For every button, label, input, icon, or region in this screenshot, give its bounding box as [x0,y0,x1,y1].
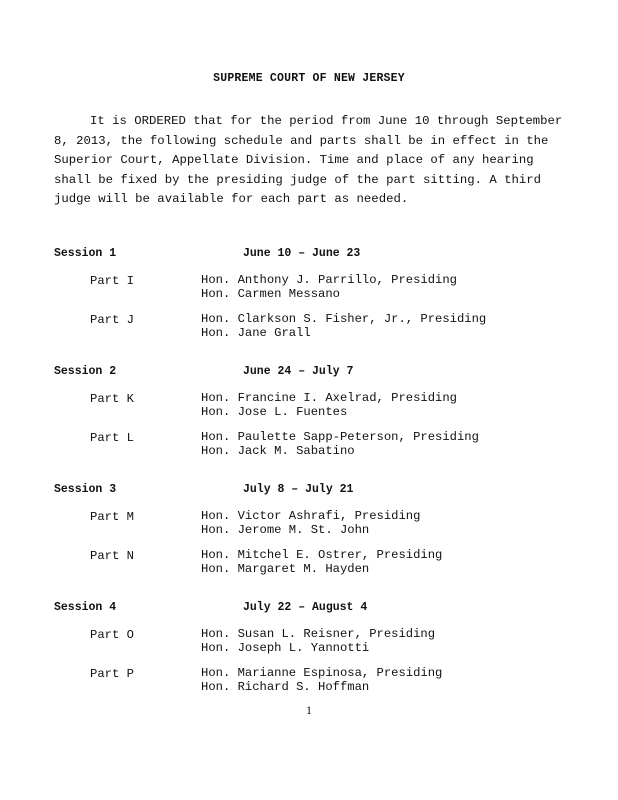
judge-list [201,313,486,340]
judge-list [201,667,442,694]
presiding-judge: Hon. Marianne Espinosa, Presiding [201,666,443,680]
session-schedule [0,247,618,719]
page-title: SUPREME COURT OF NEW JERSEY [213,72,405,85]
judge-list [201,510,420,537]
judge: Hon. Jose L. Fuentes [201,404,348,419]
session-block [0,365,618,483]
page-number: 1 [306,703,312,717]
presiding-judge: Hon. Anthony J. Parrillo, Presiding [201,273,457,287]
judge: Hon. Carmen Messano [201,286,340,301]
judge: Hon. Jerome M. St. John [201,522,370,537]
judge: Hon. Jane Grall [201,325,311,340]
session-block [0,483,618,601]
session-dates: July 22 – August 4 [243,601,368,614]
judge-list [201,549,442,576]
judge: Hon. Margaret M. Hayden [201,561,370,576]
judge-list [201,628,435,655]
judge-list [201,274,457,301]
session-label: Session 1 [54,247,117,260]
session-block [0,247,618,365]
judge: Hon. Joseph L. Yannotti [201,640,370,655]
part-label: Part L [90,431,134,445]
session-dates: June 10 – June 23 [243,247,361,260]
presiding-judge: Hon. Victor Ashrafi, Presiding [201,509,421,523]
session-dates: June 24 – July 7 [243,365,354,378]
session-dates: July 8 – July 21 [243,483,354,496]
session-label: Session 4 [54,601,117,614]
session-block [0,601,618,719]
session-label: Session 2 [54,365,117,378]
presiding-judge: Hon. Susan L. Reisner, Presiding [201,627,436,641]
judge: Hon. Jack M. Sabatino [201,443,355,458]
presiding-judge: Hon. Clarkson S. Fisher, Jr., Presiding [201,312,487,326]
part-label: Part P [90,667,134,681]
presiding-judge: Hon. Mitchel E. Ostrer, Presiding [201,548,443,562]
part-label: Part I [90,274,134,288]
presiding-judge: Hon. Francine I. Axelrad, Presiding [201,391,457,405]
judge-list [201,431,479,458]
part-label: Part N [90,549,134,563]
part-label: Part J [90,313,134,327]
judge: Hon. Richard S. Hoffman [201,679,370,694]
part-label: Part O [90,628,134,642]
presiding-judge: Hon. Paulette Sapp-Peterson, Presiding [201,430,479,444]
session-label: Session 3 [54,483,117,496]
part-label: Part K [90,392,134,406]
part-label: Part M [90,510,134,524]
order-paragraph: It is ORDERED that for the period from June 10 through September 8, 2013, the following schedule and parts shall be in effect in the Superior Court, Appellate Division. Time and place of any hearing shall be fixed by the presiding judge of the part sitting. A third judge will be available for each part as needed. [54,114,563,206]
judge-list [201,392,457,419]
